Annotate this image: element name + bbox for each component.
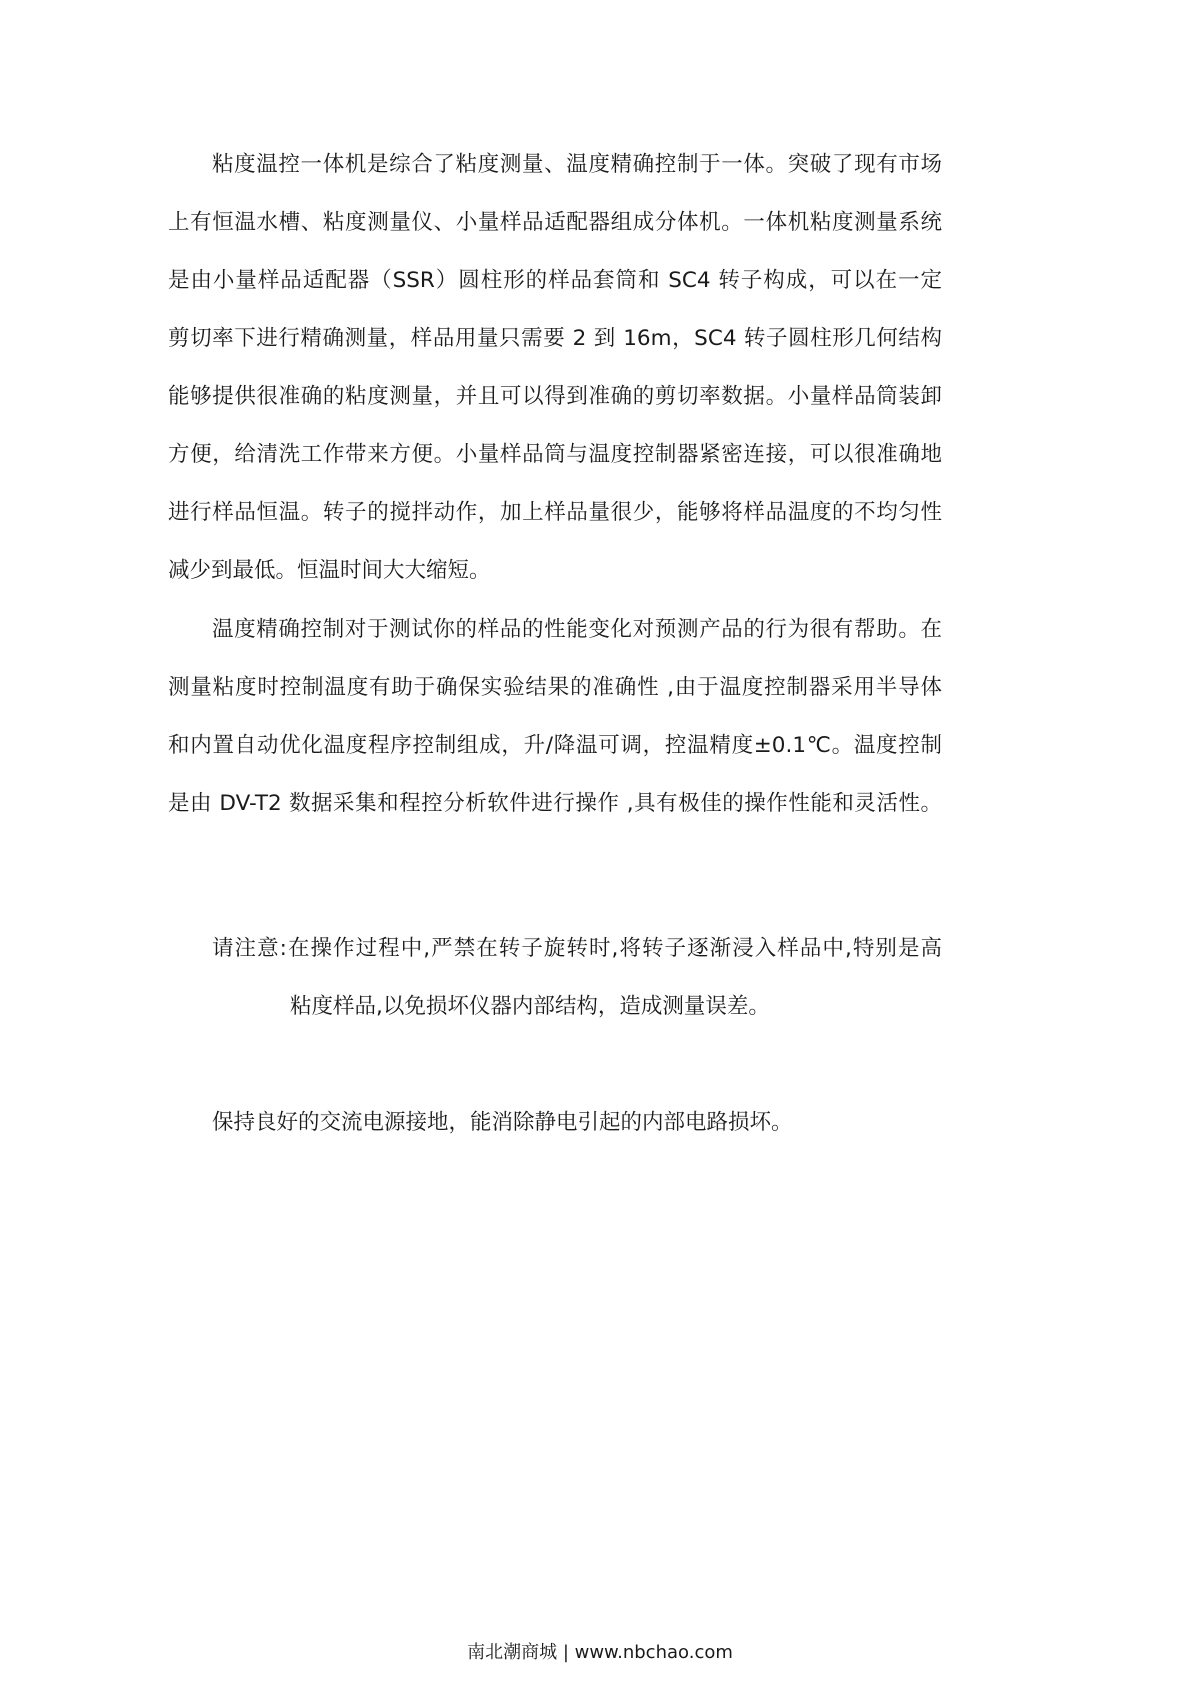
grounding-note: 保持良好的交流电源接地，能消除静电引起的内部电路损坏。 [212,1110,793,1135]
notice-line: 请注意:在操作过程中,严禁在转子旋转时,将转子逐渐浸入样品中,特别是高 [212,936,942,961]
paragraph-line: 上有恒温水槽、粘度测量仪、小量样品适配器组成分体机。一体机粘度测量系统 [168,210,942,235]
paragraph-line: 是由小量样品适配器（SSR）圆柱形的样品套筒和 SC4 转子构成，可以在一定 [168,268,942,293]
paragraph-line: 是由 DV-T2 数据采集和程控分析软件进行操作 ,具有极佳的操作性能和灵活性。 [168,791,942,816]
paragraph-line: 减少到最低。恒温时间大大缩短。 [168,558,491,583]
paragraph-line: 方便，给清洗工作带来方便。小量样品筒与温度控制器紧密连接，可以很准确地 [168,442,942,467]
paragraph-line: 能够提供很准确的粘度测量，并且可以得到准确的剪切率数据。小量样品筒装卸 [168,384,942,409]
paragraph-line: 和内置自动优化温度程序控制组成，升/降温可调，控温精度±0.1℃。温度控制 [168,733,942,758]
paragraph-line: 进行样品恒温。转子的搅拌动作，加上样品量很少，能够将样品温度的不均匀性 [168,500,942,525]
page-footer: 南北潮商城 | www.nbchao.com [467,1642,733,1663]
paragraph-line: 粘度温控一体机是综合了粘度测量、温度精确控制于一体。突破了现有市场 [212,152,942,177]
paragraph-line: 测量粘度时控制温度有助于确保实验结果的准确性 ,由于温度控制器采用半导体 [168,675,942,700]
paragraph-line: 剪切率下进行精确测量，样品用量只需要 2 到 16m，SC4 转子圆柱形几何结构 [168,326,942,351]
notice-line: 粘度样品,以免损坏仪器内部结构，造成测量误差。 [290,994,770,1019]
paragraph-line: 温度精确控制对于测试你的样品的性能变化对预测产品的行为很有帮助。在 [212,617,942,642]
